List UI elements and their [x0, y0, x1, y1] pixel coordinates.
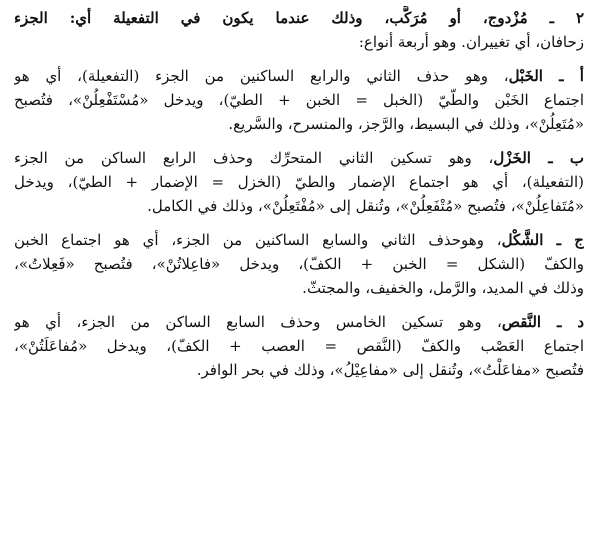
spacer — [14, 218, 584, 228]
section-shakl-line-3-text: وذلك في المديد، والرَّمل، والخفيف، والمجتثّ. — [302, 279, 584, 297]
section-khabl-line-3 — [14, 112, 584, 136]
section-khazl-line-2-text: (التفعيلة)، أي هو اجتماع الإضمار والطيّ (الخزل = الإضمار + الطيّ)، ويدخل — [14, 173, 584, 191]
section-shakl-line-1 — [14, 228, 584, 252]
spacer — [14, 54, 584, 64]
section-naqs-line-1 — [14, 310, 584, 334]
section-naqs-line-2 — [14, 334, 584, 358]
section-naqs-line-1-text: ، وهو تسكين الخامس وحذف السابع الساكن من الجزء، أي هو — [14, 313, 502, 331]
section-shakl — [14, 228, 584, 300]
section-khazl-line-2 — [14, 170, 584, 194]
intro-line-2-text: زحافان، أي تغييران. وهو أربعة أنواع: — [358, 33, 584, 51]
section-khazl-line-1-text: ، وهو تسكين الثاني المتحرِّك وحذف الرابع الساكن من الجزء — [14, 149, 494, 167]
section-khazl-line-1 — [14, 146, 584, 170]
section-naqs — [14, 310, 584, 382]
section-khabl — [14, 64, 584, 136]
intro-line-2 — [14, 30, 584, 54]
section-naqs-line-3 — [14, 358, 584, 382]
section-khazl — [14, 146, 584, 218]
section-khabl-line-2 — [14, 88, 584, 112]
intro-paragraph — [14, 6, 584, 54]
section-khazl-line-3-text: «مُتَفاعِلُنْ»، فتُصبح «مُتْفَعِلُنْ»، وتُنقل إلى «مُفْتَعِلُنْ»، وذلك في الكامل. — [147, 197, 584, 215]
spacer — [14, 300, 584, 310]
section-khabl-title: أ ـ الخَبْل — [508, 67, 584, 85]
section-shakl-line-1-text: ، وهوحذف الثاني والسابع الساكنين من الجزء، أي هو اجتماع الخبن — [14, 231, 502, 249]
section-naqs-line-3-text: فتُصبح «مفاعَلْتُ»، وتُنقل إلى «مفاعِيْلُ»، وذلك في بحر الوافر. — [196, 361, 584, 379]
section-shakl-line-2 — [14, 252, 584, 276]
section-shakl-line-2-text: والكفّ (الشكل = الخبن + الكفّ)، ويدخل «فاعِلاتُنْ»، فتُصبح «فَعِلاتُ»، — [14, 255, 584, 273]
section-naqs-line-2-text: اجتماع العَصْب والكفّ (النَّقص = العصب + الكفّ)، ويدخل «مُفاعَلَتُنْ»، — [14, 337, 584, 355]
section-khabl-line-2-text: اجتماع الخَبْن والطَّيّ (الخبل = الخبن + الطيّ)، ويدخل «مُسْتَفْعِلُنْ»، فتُصبح — [14, 91, 584, 109]
section-khabl-line-3-text: «مُتَعِلُنْ»، وذلك في البسيط، والرَّجز، والمنسرح، والسَّريع. — [228, 115, 584, 133]
section-naqs-title: د ـ النَّقص — [501, 313, 584, 331]
section-khazl-line-3 — [14, 194, 584, 218]
section-shakl-title: ج ـ الشَّكْل — [501, 231, 584, 249]
intro-line-1 — [14, 6, 584, 30]
section-shakl-line-3 — [14, 276, 584, 300]
spacer — [14, 136, 584, 146]
intro-line-1-text: ٢ ـ مُزْدوج، أو مُرَكَّب، وذلك عندما يكون في التفعيلة أي: الجزء — [14, 9, 584, 27]
section-khabl-line-1-text: ، وهو حذف الثاني والرابع الساكنين من الجزء (التفعيلة)، أي هو — [14, 67, 509, 85]
section-khabl-line-1 — [14, 64, 584, 88]
section-khazl-title: ب ـ الخَزْل — [493, 149, 584, 167]
